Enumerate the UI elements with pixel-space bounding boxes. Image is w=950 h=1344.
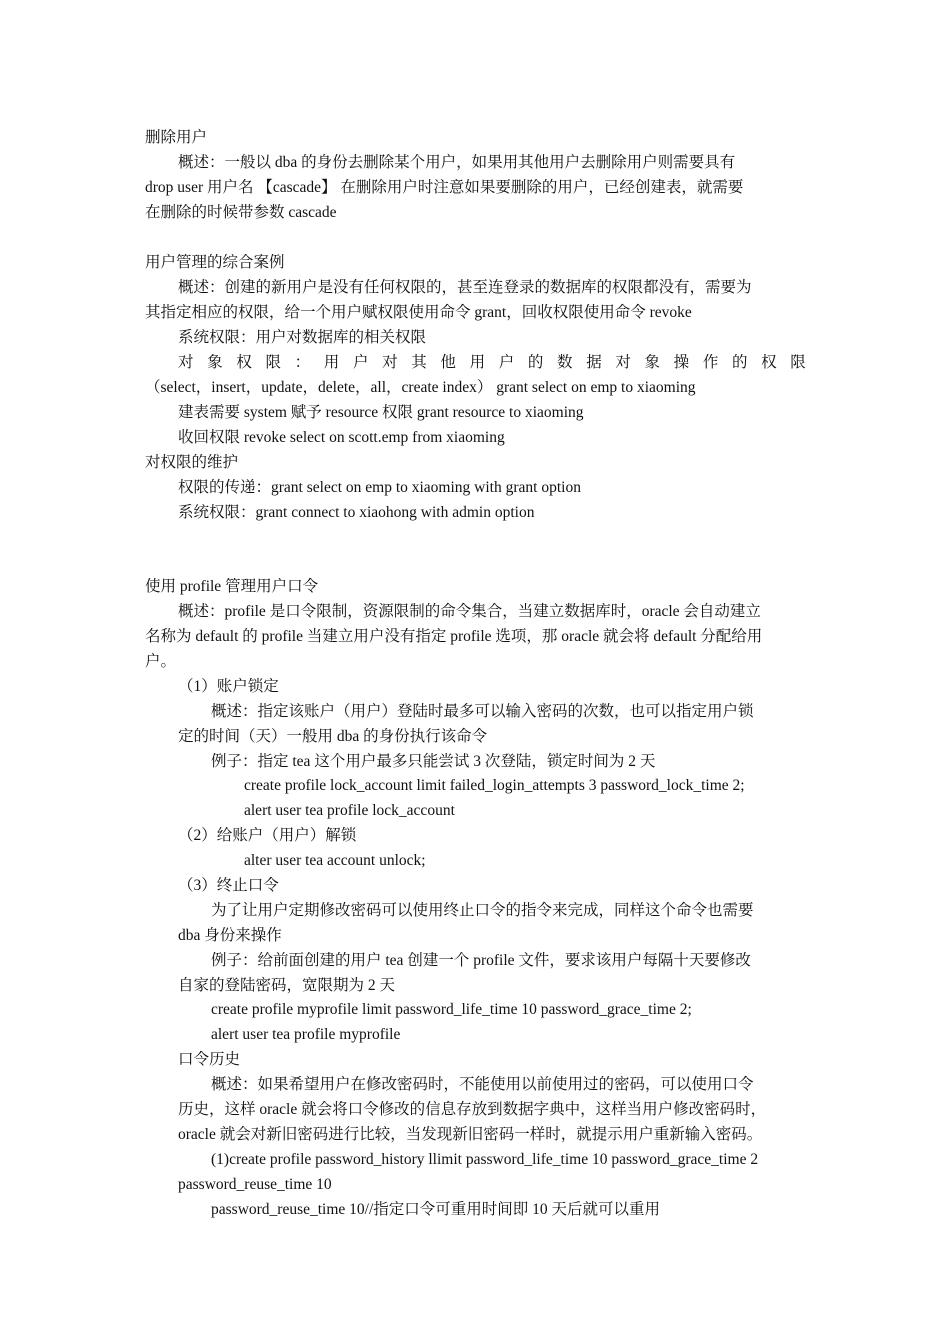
code-line: (1)create profile password_history llimit password_life_time 10 password_grace_time 2 bbox=[211, 1151, 759, 1168]
paragraph-line: 概述：profile 是口令限制，资源限制的命令集合，当建立数据库时，oracle 会自动建立 bbox=[178, 603, 761, 620]
paragraph-line: 例子：指定 tea 这个用户最多只能尝试 3 次登陆，锁定时间为 2 天 bbox=[211, 753, 656, 770]
justified-char: 象 bbox=[644, 354, 661, 371]
code-line: password_reuse_time 10//指定口令可重用时间即 10 天后就可以重用 bbox=[211, 1201, 661, 1218]
subheading-account-unlock: （2）给账户（用户）解锁 bbox=[178, 827, 357, 844]
justified-char: 操 bbox=[673, 354, 690, 371]
heading-profile-management: 使用 profile 管理用户口令 bbox=[145, 578, 319, 595]
paragraph-line: 建表需要 system 赋予 resource 权限 grant resource to xiaoming bbox=[178, 404, 584, 421]
code-line: alert user tea profile lock_account bbox=[244, 802, 455, 819]
paragraph-line: 概述：如果希望用户在修改密码时，不能使用以前使用过的密码，可以使用口令 bbox=[211, 1076, 754, 1093]
paragraph-line: 概述：创建的新用户是没有任何权限的，甚至连登录的数据库的权限都没有，需要为 bbox=[178, 279, 752, 296]
justified-char: 权 bbox=[236, 354, 252, 371]
justified-char: 限 bbox=[790, 354, 806, 371]
paragraph-line: 例子：给前面创建的用户 tea 创建一个 profile 文件，要求该用户每隔十天要修改 bbox=[211, 952, 751, 969]
justified-char: 用 bbox=[469, 354, 486, 371]
paragraph-line: oracle 就会对新旧密码进行比较，当发现新旧密码一样时，就提示用户重新输入密码。 bbox=[178, 1126, 763, 1143]
justified-char: 对 bbox=[615, 354, 631, 371]
justified-char: 作 bbox=[702, 354, 719, 371]
paragraph-line: 收回权限 revoke select on scott.emp from xiaoming bbox=[178, 429, 505, 446]
justified-char: 户 bbox=[352, 354, 369, 371]
justified-char: 对 bbox=[178, 354, 194, 371]
justified-char: 对 bbox=[382, 354, 398, 371]
paragraph-line: 其指定相应的权限，给一个用户赋权限使用命令 grant，回收权限使用命令 revoke bbox=[145, 304, 692, 321]
code-line: password_reuse_time 10 bbox=[178, 1176, 332, 1193]
justified-char: 据 bbox=[586, 354, 602, 371]
paragraph-line: 定的时间（天）一般用 dba 的身份执行该命令 bbox=[178, 728, 488, 745]
paragraph-line: （select，insert，update，delete，all，create index） grant select on emp to xiaoming bbox=[145, 379, 696, 396]
heading-user-management-case: 用户管理的综合案例 bbox=[145, 254, 285, 271]
paragraph-line: 名称为 default 的 profile 当建立用户没有指定 profile 选项，那 oracle 就会将 default 分配给用 bbox=[145, 628, 763, 645]
object-privilege-line bbox=[178, 353, 806, 373]
justified-char: 的 bbox=[527, 354, 544, 371]
subheading-account-lock: （1）账户锁定 bbox=[178, 678, 279, 695]
justified-char: 限 bbox=[265, 354, 281, 371]
paragraph-line: 系统权限：grant connect to xiaohong with admin option bbox=[178, 504, 535, 521]
code-line: create profile lock_account limit failed_login_attempts 3 password_lock_time 2; bbox=[244, 777, 745, 794]
code-line: alter user tea account unlock; bbox=[244, 852, 426, 869]
justified-char: 权 bbox=[761, 354, 777, 371]
heading-delete-user: 删除用户 bbox=[145, 129, 208, 146]
paragraph-line: 系统权限：用户对数据库的相关权限 bbox=[178, 329, 427, 346]
justified-char: 户 bbox=[498, 354, 515, 371]
justified-char: ： bbox=[294, 354, 311, 371]
justified-char: 其 bbox=[411, 354, 427, 371]
paragraph-line: 户。 bbox=[145, 653, 177, 670]
subheading-password-history: 口令历史 bbox=[178, 1051, 241, 1068]
paragraph-line: dba 身份来操作 bbox=[178, 927, 282, 944]
paragraph-line: 自家的登陆密码，宽限期为 2 天 bbox=[178, 977, 396, 994]
subheading-password-expiry: （3）终止口令 bbox=[178, 877, 279, 894]
paragraph-line: 概述：指定该账户（用户）登陆时最多可以输入密码的次数，也可以指定用户锁 bbox=[211, 703, 754, 720]
paragraph-line: 权限的传递：grant select on emp to xiaoming with grant option bbox=[178, 479, 581, 496]
paragraph-line: 为了让用户定期修改密码可以使用终止口令的指令来完成，同样这个命令也需要 bbox=[211, 902, 754, 919]
paragraph-line: 在删除的时候带参数 cascade bbox=[145, 204, 337, 221]
justified-char: 用 bbox=[323, 354, 340, 371]
justified-char: 象 bbox=[207, 354, 223, 371]
justified-char: 他 bbox=[440, 354, 456, 371]
code-line: create profile myprofile limit password_life_time 10 password_grace_time 2; bbox=[211, 1001, 692, 1018]
code-line: alert user tea profile myprofile bbox=[211, 1026, 401, 1043]
paragraph-line: 概述：一般以 dba 的身份去删除某个用户，如果用其他用户去删除用户则需要具有 bbox=[178, 154, 736, 171]
justified-char: 的 bbox=[731, 354, 748, 371]
justified-char: 数 bbox=[557, 354, 573, 371]
heading-privilege-maintenance: 对权限的维护 bbox=[145, 454, 239, 471]
paragraph-line: 历史，这样 oracle 就会将口令修改的信息存放到数据字典中，这样当用户修改密码时， bbox=[178, 1101, 767, 1118]
paragraph-line: drop user 用户名 【cascade】 在删除用户时注意如果要删除的用户，已经创建表，就需要 bbox=[145, 179, 744, 196]
